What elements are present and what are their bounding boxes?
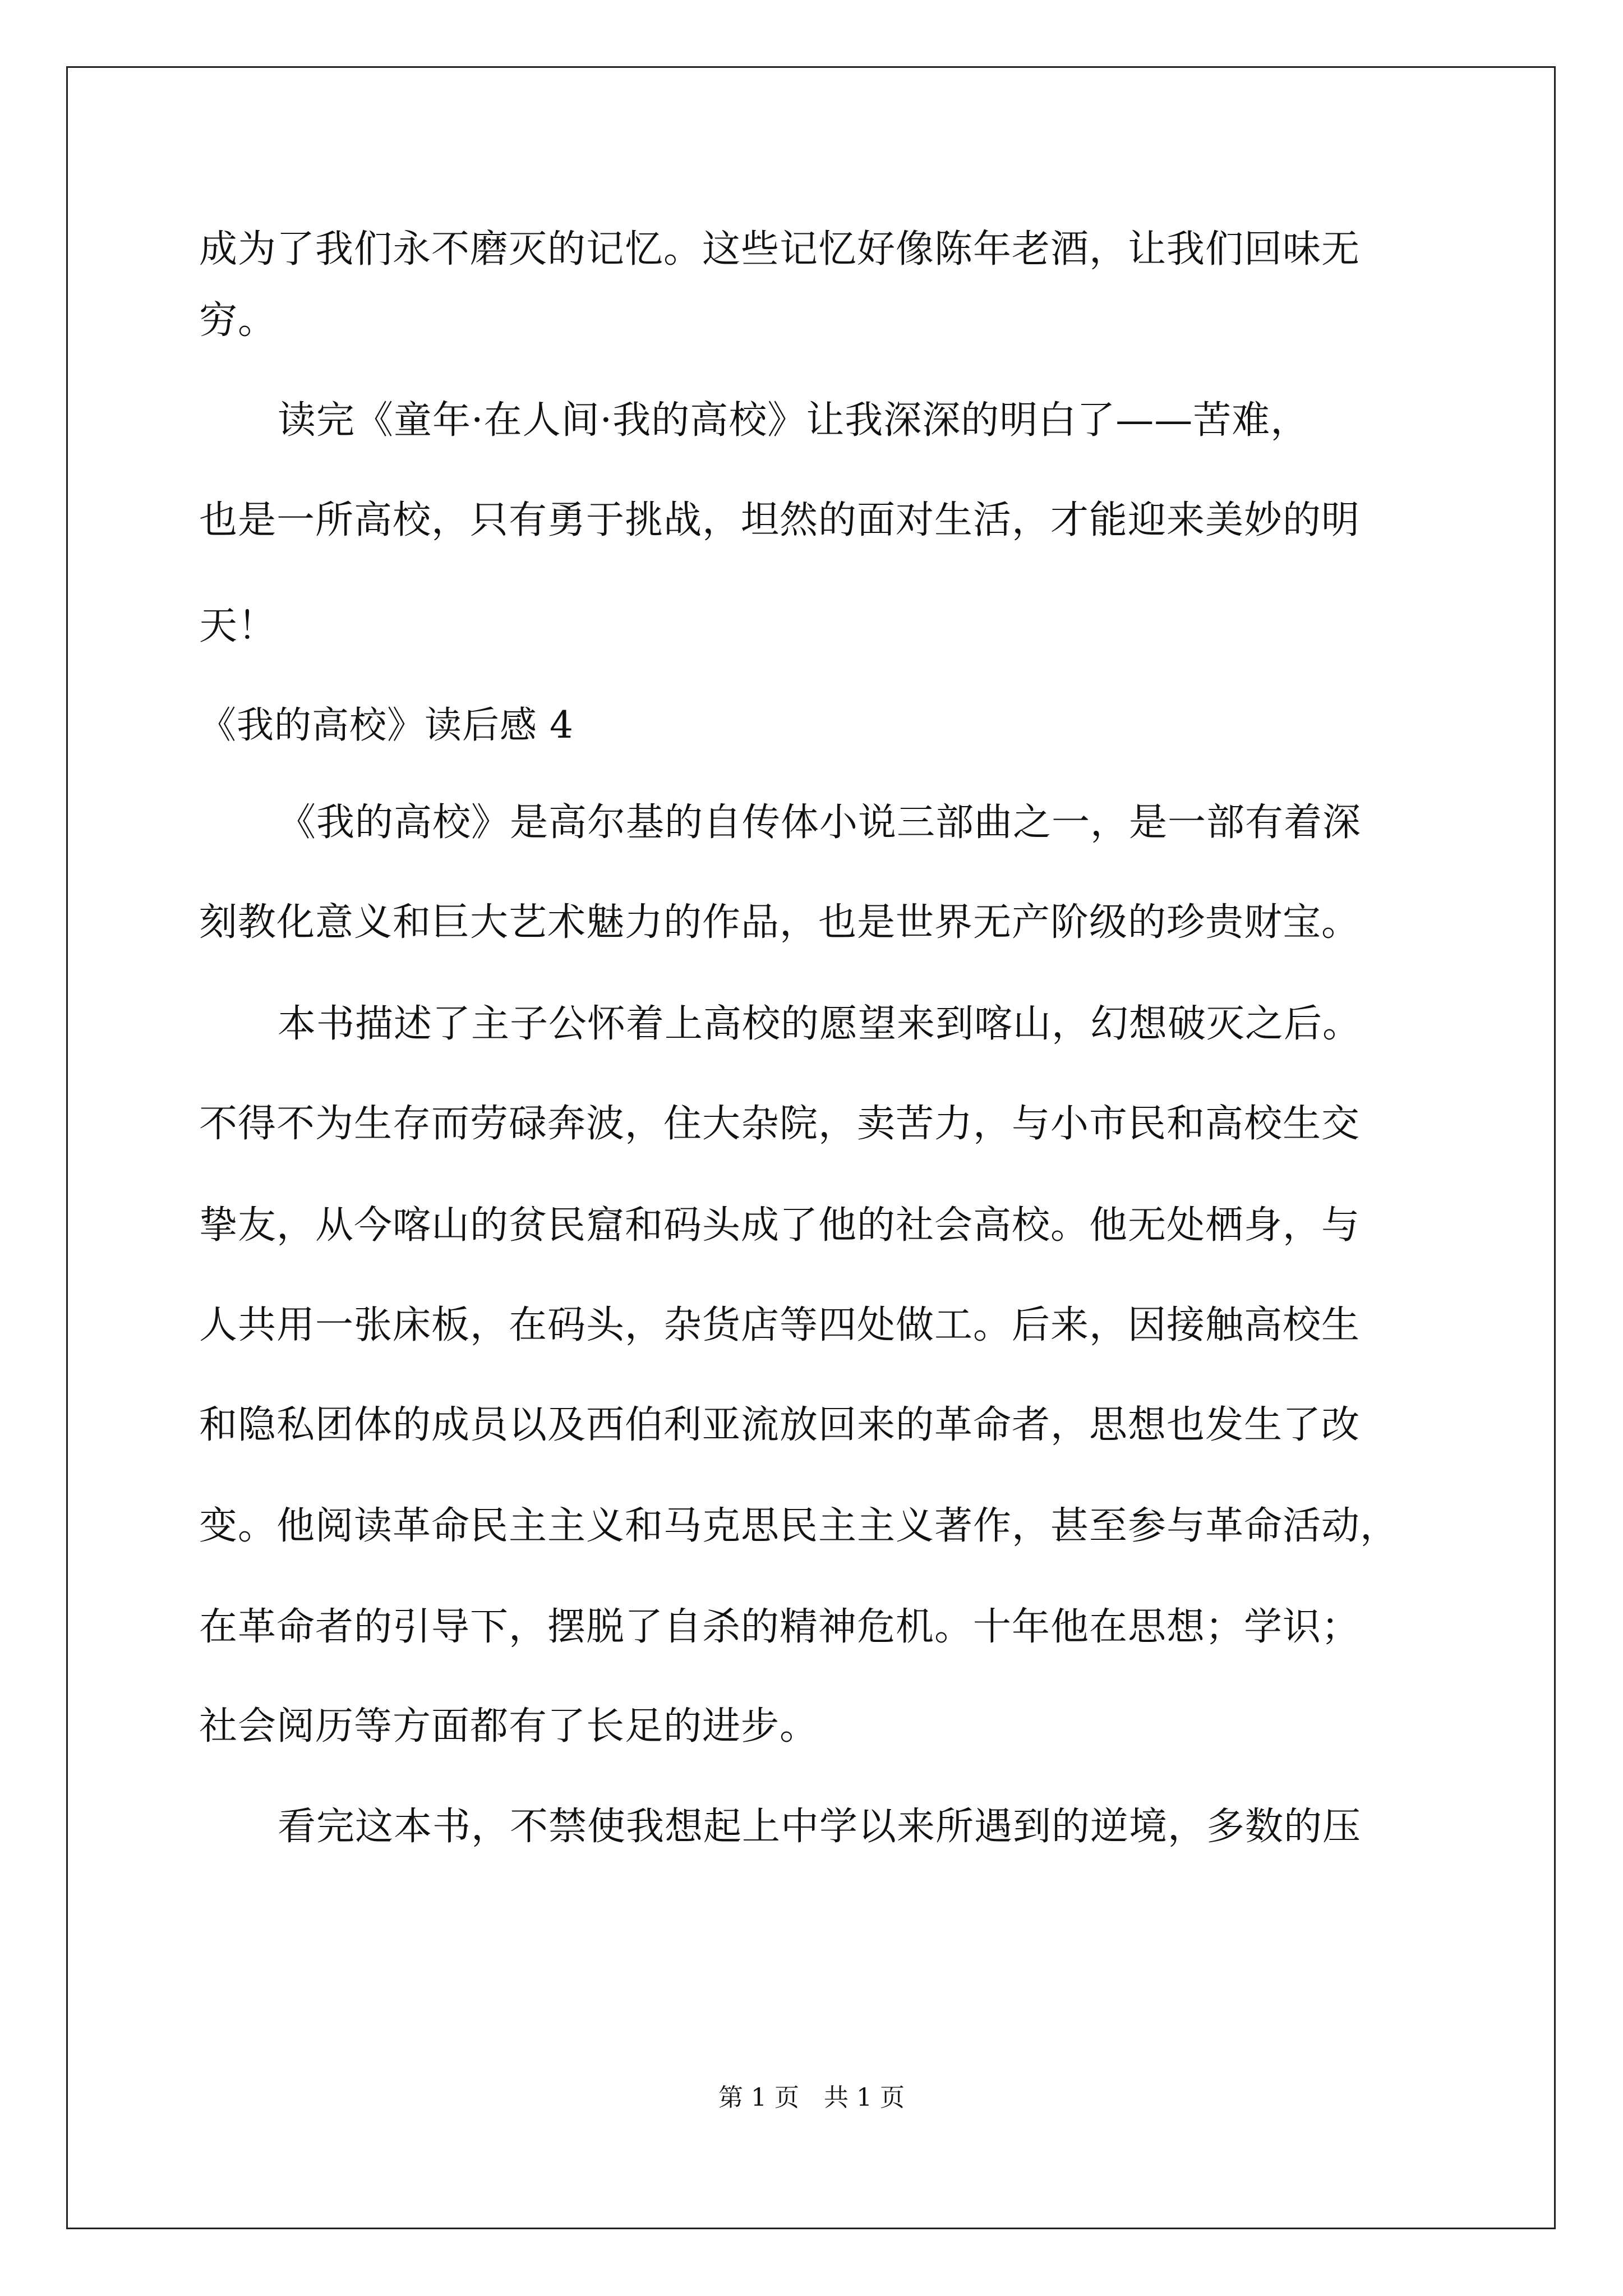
body-line-5: 天！: [199, 604, 277, 648]
body-line-1: 成为了我们永不磨灭的记忆。这些记忆好像陈年老酒，让我们回味无: [199, 227, 1361, 272]
section-heading: 《我的高校》读后感 4: [199, 703, 574, 747]
page-border: [66, 66, 1556, 2229]
body-line-15: 在革命者的引导下，摆脱了自杀的精神危机。十年他在思想；学识；: [199, 1605, 1361, 1649]
body-line-9: 本书描述了主子公怀着上高校的愿望来到喀山，幻想破灭之后。: [278, 1002, 1362, 1046]
body-line-12: 人共用一张床板，在码头，杂货店等四处做工。后来，因接触高校生: [199, 1303, 1361, 1347]
body-line-13: 和隐私团体的成员以及西伯利亚流放回来的革命者，思想也发生了改: [199, 1403, 1361, 1447]
body-line-14: 变。他阅读革命民主主义和马克思民主主义著作，甚至参与革命活动，: [199, 1504, 1399, 1548]
page-number-footer: 第 1 页 共 1 页: [718, 2083, 905, 2112]
body-line-11: 挚友，从今喀山的贫民窟和码头成了他的社会高校。他无处栖身，与: [199, 1203, 1361, 1248]
body-line-4: 也是一所高校，只有勇于挑战，坦然的面对生活，才能迎来美妙的明: [199, 498, 1361, 542]
body-line-7: 《我的高校》是高尔基的自传体小说三部曲之一，是一部有着深: [278, 800, 1362, 845]
body-line-2: 穷。: [199, 298, 277, 343]
body-line-17: 看完这本书，不禁使我想起上中学以来所遇到的逆境，多数的压: [278, 1805, 1362, 1849]
body-line-3: 读完《童年·在人间·我的高校》让我深深的明白了——苦难，: [278, 398, 1310, 443]
body-line-16: 社会阅历等方面都有了长足的进步。: [199, 1704, 819, 1749]
body-line-10: 不得不为生存而劳碌奔波，住大杂院，卖苦力，与小市民和高校生交: [199, 1102, 1361, 1146]
body-line-8: 刻教化意义和巨大艺术魅力的作品，也是世界无产阶级的珍贵财宝。: [199, 900, 1361, 945]
